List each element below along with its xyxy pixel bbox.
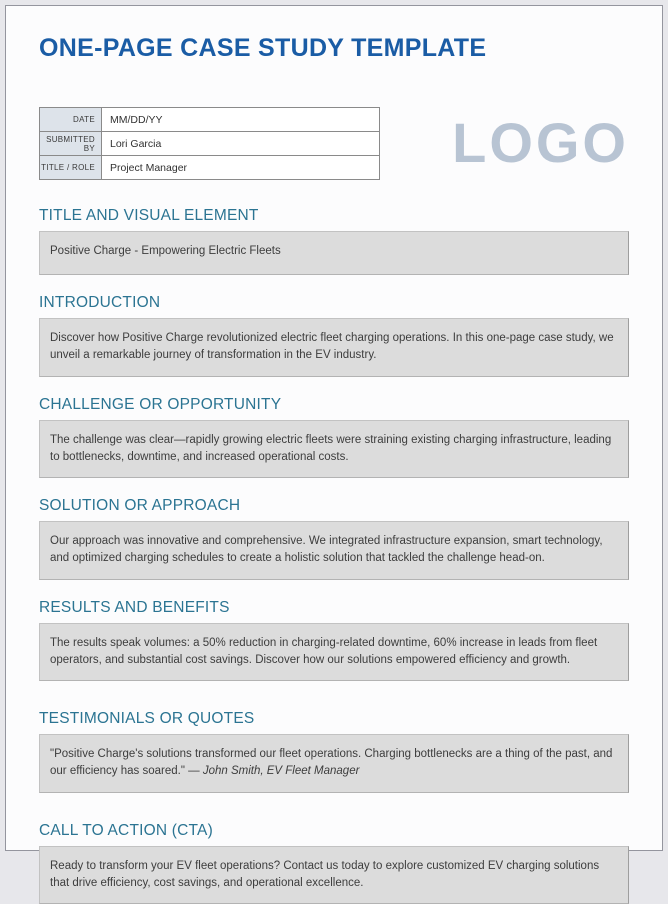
testimonial-quote: "Positive Charge's solutions transformed our fleet operations. Charging bottlenecks are a thing of the past, and our efficiency has soared." — [50, 748, 612, 777]
submitted-by-label-cell: SUBMITTED BY [40, 132, 102, 156]
date-value-cell[interactable]: MM/DD/YY [102, 108, 380, 132]
section-heading: SOLUTION OR APPROACH [39, 497, 629, 515]
document-page [5, 5, 663, 851]
section-body-box[interactable] [39, 734, 629, 793]
section-heading: INTRODUCTION [39, 294, 629, 312]
info-table [39, 107, 380, 180]
table-row [40, 132, 380, 156]
section-body-box[interactable]: Our approach was innovative and comprehensive. We integrated infrastructure expansion, smart technology, and optimized charging schedules to create a holistic solution that tackled the challenge head-on. [39, 521, 629, 580]
title-role-value-cell[interactable]: Project Manager [102, 156, 380, 180]
section-body-box[interactable]: Ready to transform your EV fleet operations? Contact us today to explore customized EV charging solutions that drive efficiency, cost savings, and operational excellence. [39, 846, 629, 904]
section-body-box[interactable]: The results speak volumes: a 50% reduction in charging-related downtime, 60% increase in leads from fleet operators, and substantial cost savings. Discover how our solutions empowered efficiency and growth. [39, 623, 629, 682]
header-area [39, 107, 629, 183]
logo-placeholder: LOGO [452, 115, 629, 171]
page-title: ONE-PAGE CASE STUDY TEMPLATE [39, 34, 629, 63]
section-testimonials [39, 710, 629, 793]
section-body-box[interactable]: The challenge was clear—rapidly growing electric fleets were straining existing charging infrastructure, leading to bottlenecks, downtime, and increased operational costs. [39, 420, 629, 479]
section-title-visual [39, 207, 629, 275]
section-body-box[interactable]: Discover how Positive Charge revolutionized electric fleet charging operations. In this one-page case study, we unveil a remarkable journey of transformation in the EV industry. [39, 318, 629, 377]
table-row [40, 156, 380, 180]
date-label-cell: DATE [40, 108, 102, 132]
section-heading: TITLE AND VISUAL ELEMENT [39, 207, 629, 225]
section-introduction [39, 294, 629, 377]
section-heading: TESTIMONIALS OR QUOTES [39, 710, 629, 728]
testimonial-attribution: John Smith, EV Fleet Manager [203, 765, 360, 777]
section-solution [39, 497, 629, 580]
table-row [40, 108, 380, 132]
section-heading: RESULTS AND BENEFITS [39, 599, 629, 617]
section-cta [39, 822, 629, 904]
section-heading: CHALLENGE OR OPPORTUNITY [39, 396, 629, 414]
section-body-box[interactable]: Positive Charge - Empowering Electric Fleets [39, 231, 629, 275]
section-results [39, 599, 629, 682]
title-role-label-cell: TITLE / ROLE [40, 156, 102, 180]
sections-container [39, 207, 629, 904]
submitted-by-value-cell[interactable]: Lori Garcia [102, 132, 380, 156]
section-challenge [39, 396, 629, 479]
section-heading: CALL TO ACTION (CTA) [39, 822, 629, 840]
